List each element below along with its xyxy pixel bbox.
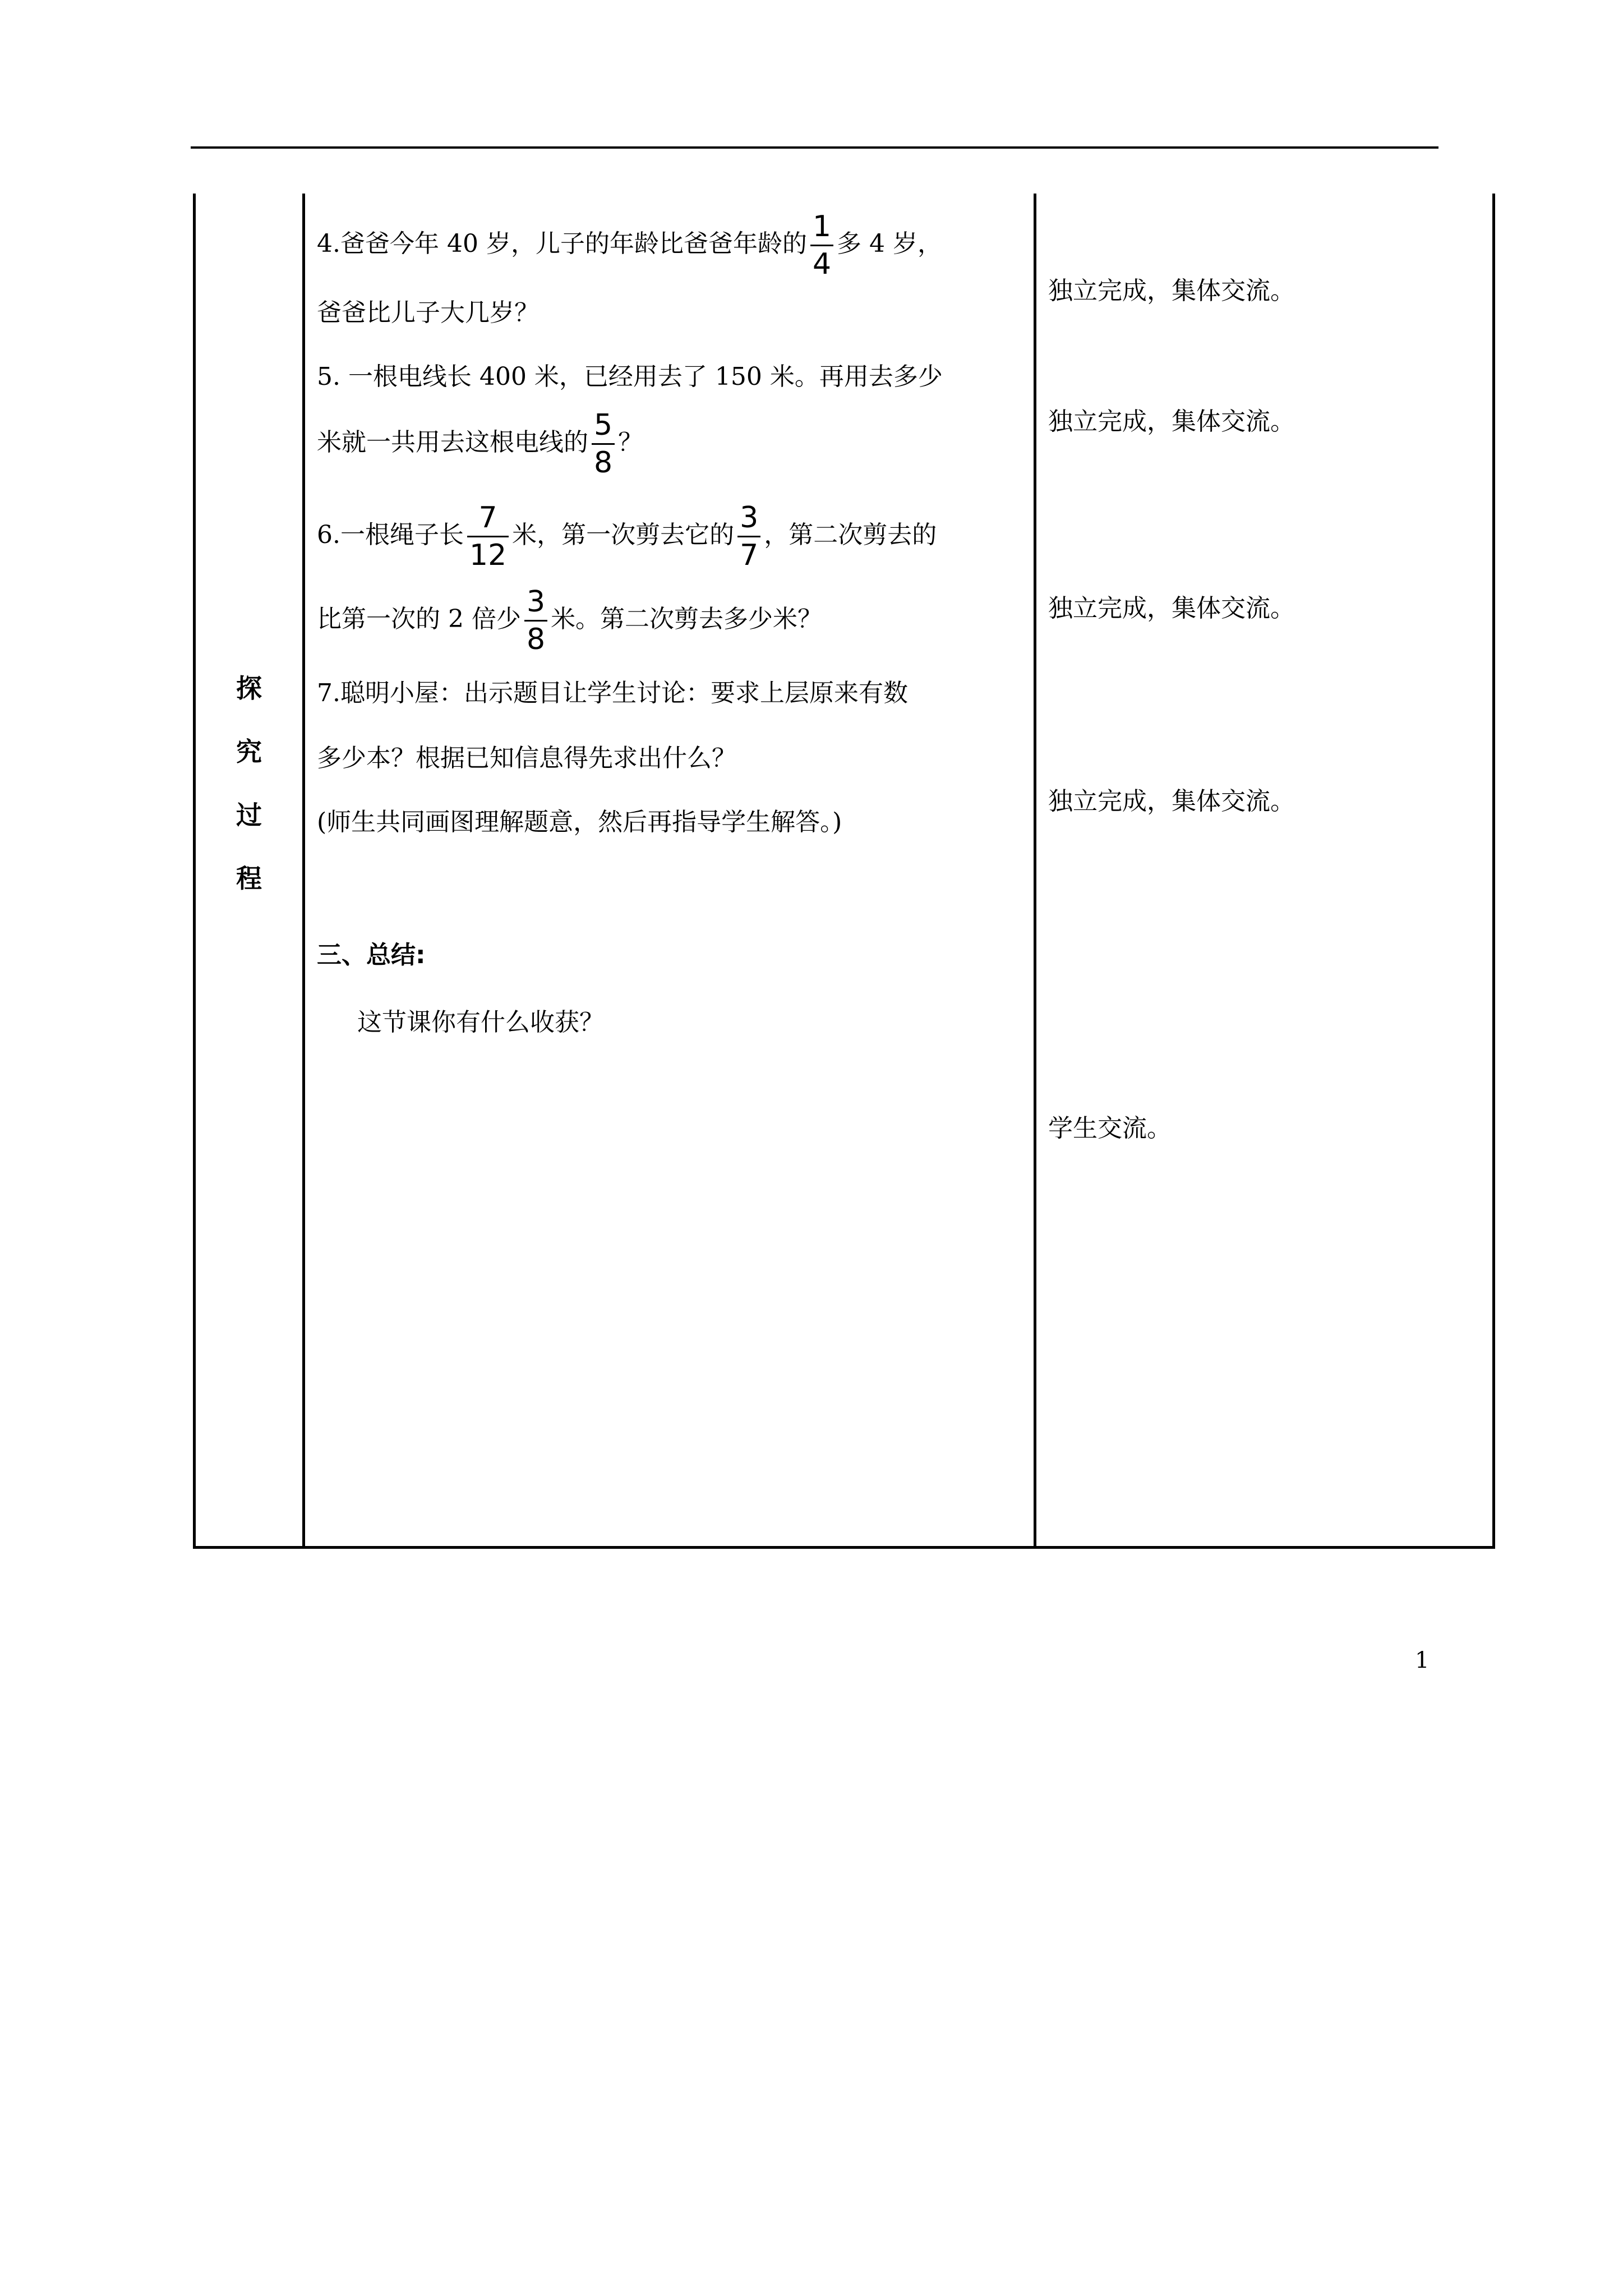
question-4-line-2: 爸爸比儿子大几岁？ [317,298,539,327]
summary-question: 这节课你有什么收获？ [357,1008,604,1037]
summary-heading: 三、总结: [317,941,426,969]
question-7-line-2: 多少本？根据已知信息得先求出什么？ [317,744,736,772]
column-divider-left [302,194,305,1546]
question-7-line-1: 7.聪明小屋：出示题目让学生讨论：要求上层原来有数 [317,679,908,707]
header-rule [191,146,1438,149]
fraction-one-quarter: $\frac{1}{4}$ [810,211,833,280]
activity-note-3: 独立完成，集体交流。 [1048,594,1295,623]
question-5-line-2: 米就一共用去这根电线的 $\frac{5}{8}$ ？ [317,408,643,480]
fraction-five-eighths: $\frac{5}{8}$ [592,409,615,478]
lesson-table [193,194,1495,1549]
activity-note-5: 学生交流。 [1048,1114,1172,1143]
section-label-char: 过 [236,800,262,830]
question-5-line-1: 5. 一根电线长 400 米，已经用去了 150 米。再用去多少 [317,362,943,391]
activity-note-4: 独立完成，集体交流。 [1048,787,1295,816]
page-number: 1 [1415,1648,1430,1673]
section-label-explore-process [224,657,274,910]
fraction-seven-twelfths: $\frac{7}{12}$ [467,502,509,571]
activity-note-2: 独立完成，集体交流。 [1048,407,1295,436]
question-4-line-1: 4.爸爸今年 40 岁，儿子的年龄比爸爸年龄的 $\frac{1}{4}$ 多 4 岁， [317,210,943,282]
column-divider-right [1034,194,1036,1546]
activity-note-1: 独立完成，集体交流。 [1048,277,1295,305]
question-7-line-3: (师生共同画图理解题意，然后再指导学生解答。) [317,808,842,836]
section-label-char: 探 [236,673,262,703]
fraction-three-eighths: $\frac{3}{8}$ [524,586,547,655]
section-label-char: 程 [236,863,262,894]
question-6-line-2: 比第一次的 2 倍少 $\frac{3}{8}$ 米。第二次剪去多少米？ [317,585,823,657]
question-6-line-1: 6.一根绳子长 $\frac{7}{12}$ 米，第一次剪去它的 $\frac{3}{7}$ ，第二次剪去的 [317,501,937,573]
fraction-three-sevenths: $\frac{3}{7}$ [737,502,760,571]
section-label-char: 究 [236,737,262,767]
